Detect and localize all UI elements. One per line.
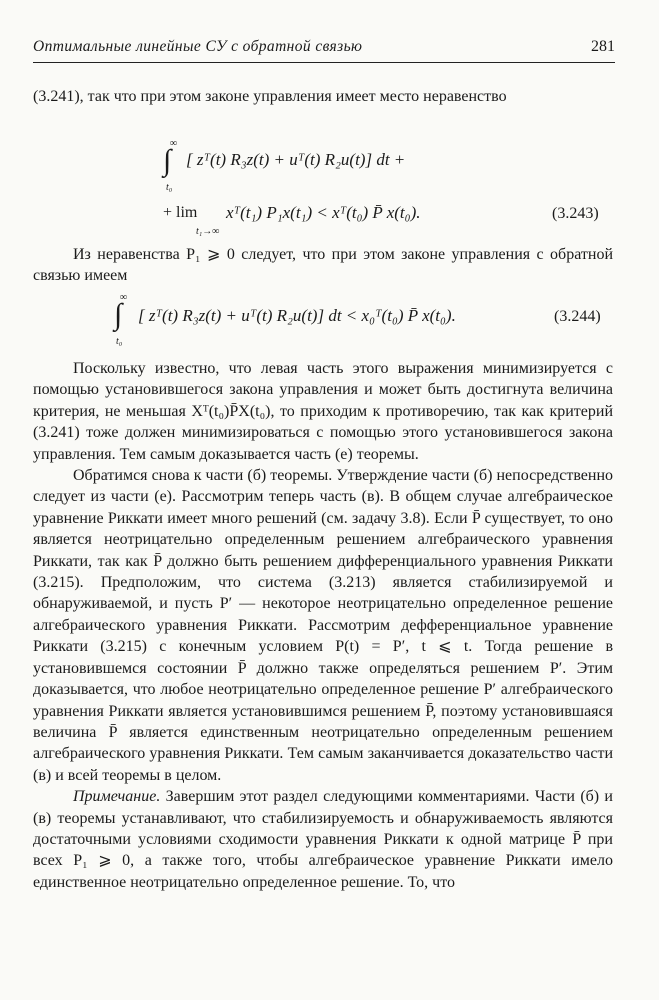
page-number: 281: [591, 38, 615, 55]
running-title: Оптимальные линейные СУ с обратной связью: [33, 38, 363, 55]
integral-2-lower-limit: t₀: [116, 336, 123, 347]
equation-3-244: [ zᵀ(t) R₃z(t) + uᵀ(t) R₂u(t)] dt < x₀ᵀ(t₀) P̄ x(t₀).: [138, 306, 456, 325]
paragraph-1: [33, 86, 613, 107]
main-text-block: [33, 358, 613, 893]
integral-sign: ∫: [163, 144, 172, 177]
limit-operator: + lim: [163, 204, 198, 221]
paragraph-1-text: (3.241), так что при этом законе управления имеет место неравенство: [33, 88, 507, 105]
paragraph-2: [33, 244, 613, 287]
paragraph-2-text: Из неравенства P₁ ⩾ 0 следует, что при этом законе управления с обратной связью имеем: [33, 246, 613, 285]
paragraph-3-text: Поскольку известно, что левая часть этого выражения минимизируется с помощью установившегося закона управления и может быть достигнута величина критерия, не меньшая Xᵀ(t₀)P̄X(t₀), то приходим к противоречию, так как критерий (3.241) тоже должен минимизироваться с помощью этого установившегося закона управления. Тем самым доказывается часть (е) теоремы.: [33, 360, 613, 463]
paragraph-4-text: Обратимся снова к части (б) теоремы. Утверждение части (б) непосредственно следует из части (е). Рассмотрим теперь часть (в). В общем случае алгебраическое уравнение Риккати имеет много решений (см. задачу 3.8). Если P̄ существует, то оно является неотрицательно определенным решением алгебраического уравнения Риккати, так как P̄ должно быть решением дифференциального уравнения Риккати (3.215). Предположим, что система (3.213) является стабилизируемой и обнаруживаемой, и пусть P′ — некоторое неотрицательно определенное решение алгебраического уравнения Риккати. Рассмотрим дефференциальное уравнение Риккати (3.215) с конечным условием P(t) = P′, t ⩽ t. Тогда решение в установившемся состоянии P̄ должно также определяться решением P′. Этим доказывается, что любое неотрицательно определенное решение P′ алгебраического уравнения Риккати является установившимся решением P̄, поэтому установившаяся величина P̄ является единственным неотрицательно определенным решением алгебраического уравнения Риккати. Тем самым заканчивается доказательство части (в) и всей теоремы в целом.: [33, 467, 613, 784]
integral-2-sign: ∫: [114, 298, 123, 331]
integral-2-upper-limit: ∞: [120, 292, 128, 303]
equation-3-243-line-1: [ zᵀ(t) R₃z(t) + uᵀ(t) R₂u(t)] dt +: [186, 150, 406, 169]
equation-number-3-244: (3.244): [554, 308, 601, 325]
paragraph-5-text: Завершим этот раздел следующими комментариями. Части (б) и (в) теоремы устанавливают, что стабилизируемость и обнаруживаемость являются достаточными условиями сходимости уравнения Риккати к одной матрице P̄ при всех P₁ ⩾ 0, а также того, чтобы алгебраическое уравнение Риккати имело единственное неотрицательно определенное решение. То, что: [33, 788, 613, 891]
integral-lower-limit: t₀: [166, 182, 173, 193]
note-lead: Примечание.: [73, 788, 161, 806]
paragraph-5: [33, 786, 613, 893]
page-header: [33, 36, 615, 63]
integral-upper-limit: ∞: [170, 138, 178, 149]
equation-3-243-line-2: xᵀ(t₁) P₁x(t₁) < xᵀ(t₀) P̄ x(t₀).: [226, 203, 421, 222]
equation-number-3-243: (3.243): [552, 205, 599, 222]
limit-subscript: t₁→∞: [196, 226, 220, 237]
